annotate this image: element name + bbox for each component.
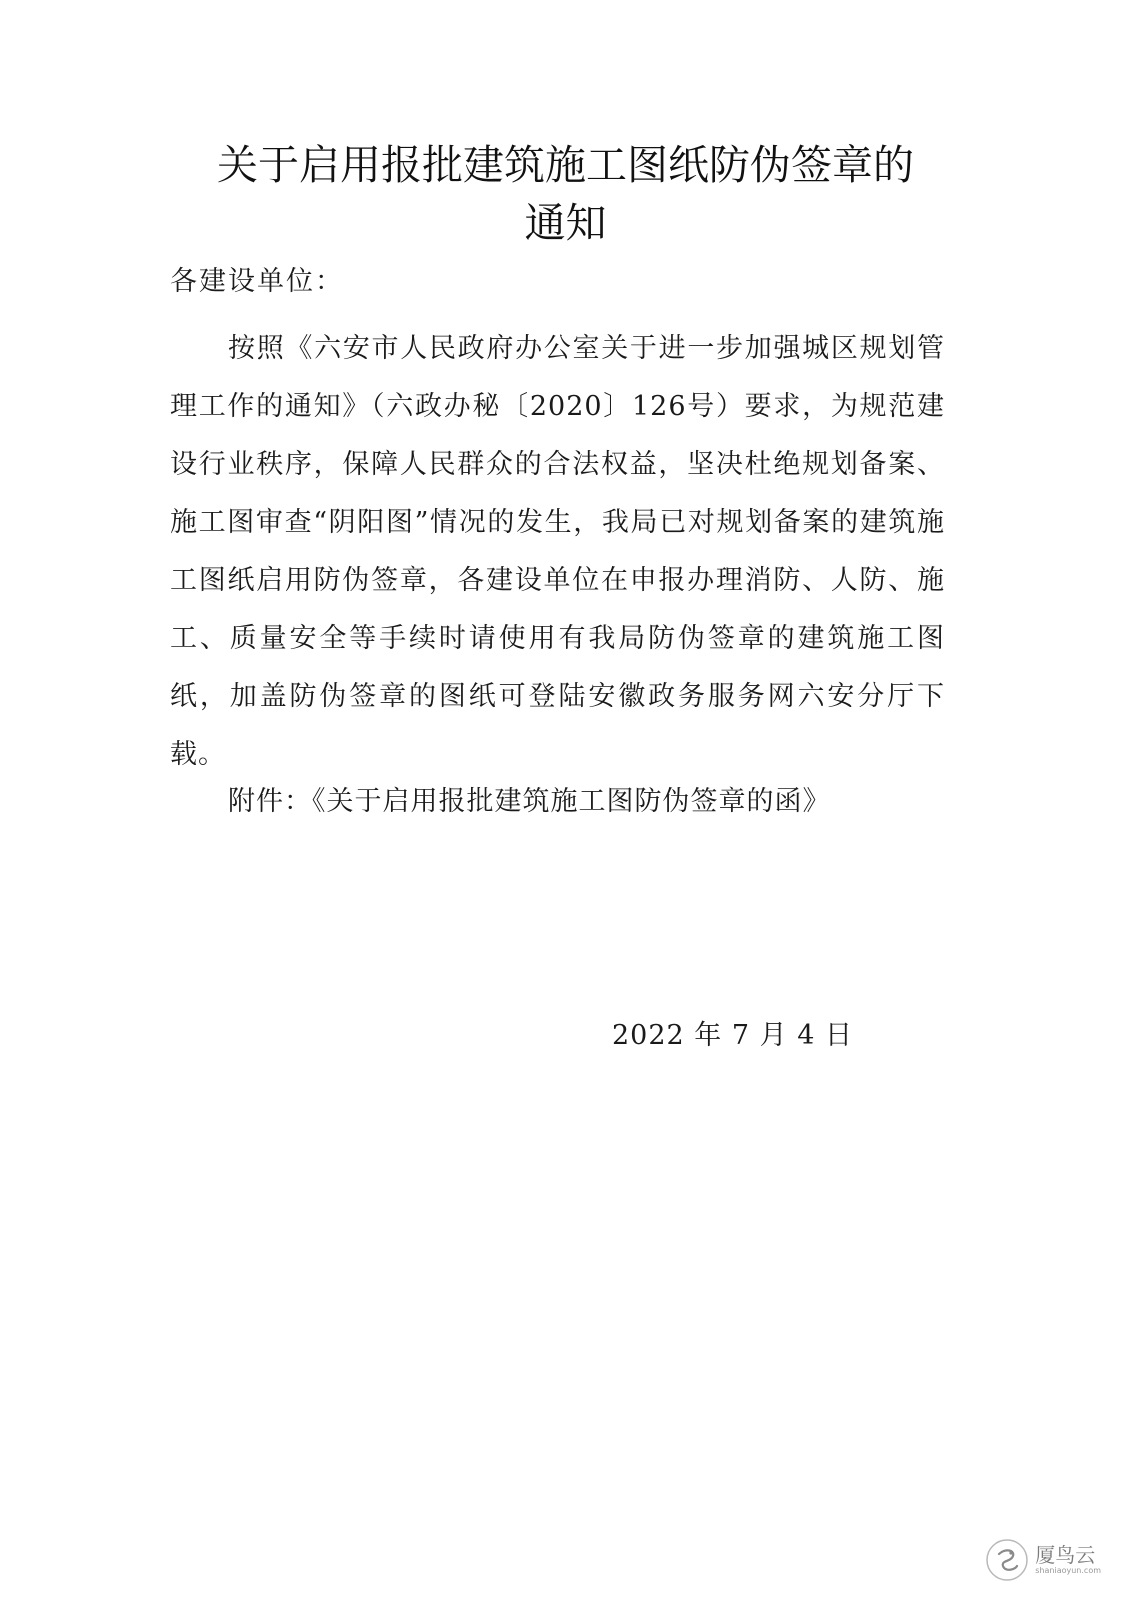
salutation: 各建设单位： <box>170 266 344 297</box>
watermark <box>985 1538 1101 1582</box>
body-paragraph: 按照《六安市人民政府办公室关于进一步加强城区规划管理工作的通知》（六政办秘〔2020〕126号）要求，为规范建设行业秩序，保障人民群众的合法权益，坚决杜绝规划备案、施工图审查“阴阳图”情况的发生，我局已对规划备案的建筑施工图纸启用防伪签章，各建设单位在申报办理消防、人防、施工、质量安全等手续时请使用有我局防伪签章的建筑施工图纸，加盖防伪签章的图纸可登陆安徽政务服务网六安分厅下载。 <box>170 333 945 770</box>
attachment-line: 附件：《关于启用报批建筑施工图防伪签章的函》 <box>228 786 831 817</box>
document-title-line-2: 通知 <box>524 199 607 247</box>
document-title-line-1: 关于启用报批建筑施工图纸防伪签章的 <box>217 141 914 189</box>
bird-logo-icon <box>985 1538 1029 1582</box>
watermark-url: shaniaoyun.com <box>1035 1566 1101 1575</box>
document-date: 2022 年 7 月 4 日 <box>612 1020 853 1051</box>
watermark-name: 厦鸟云 <box>1035 1543 1096 1567</box>
